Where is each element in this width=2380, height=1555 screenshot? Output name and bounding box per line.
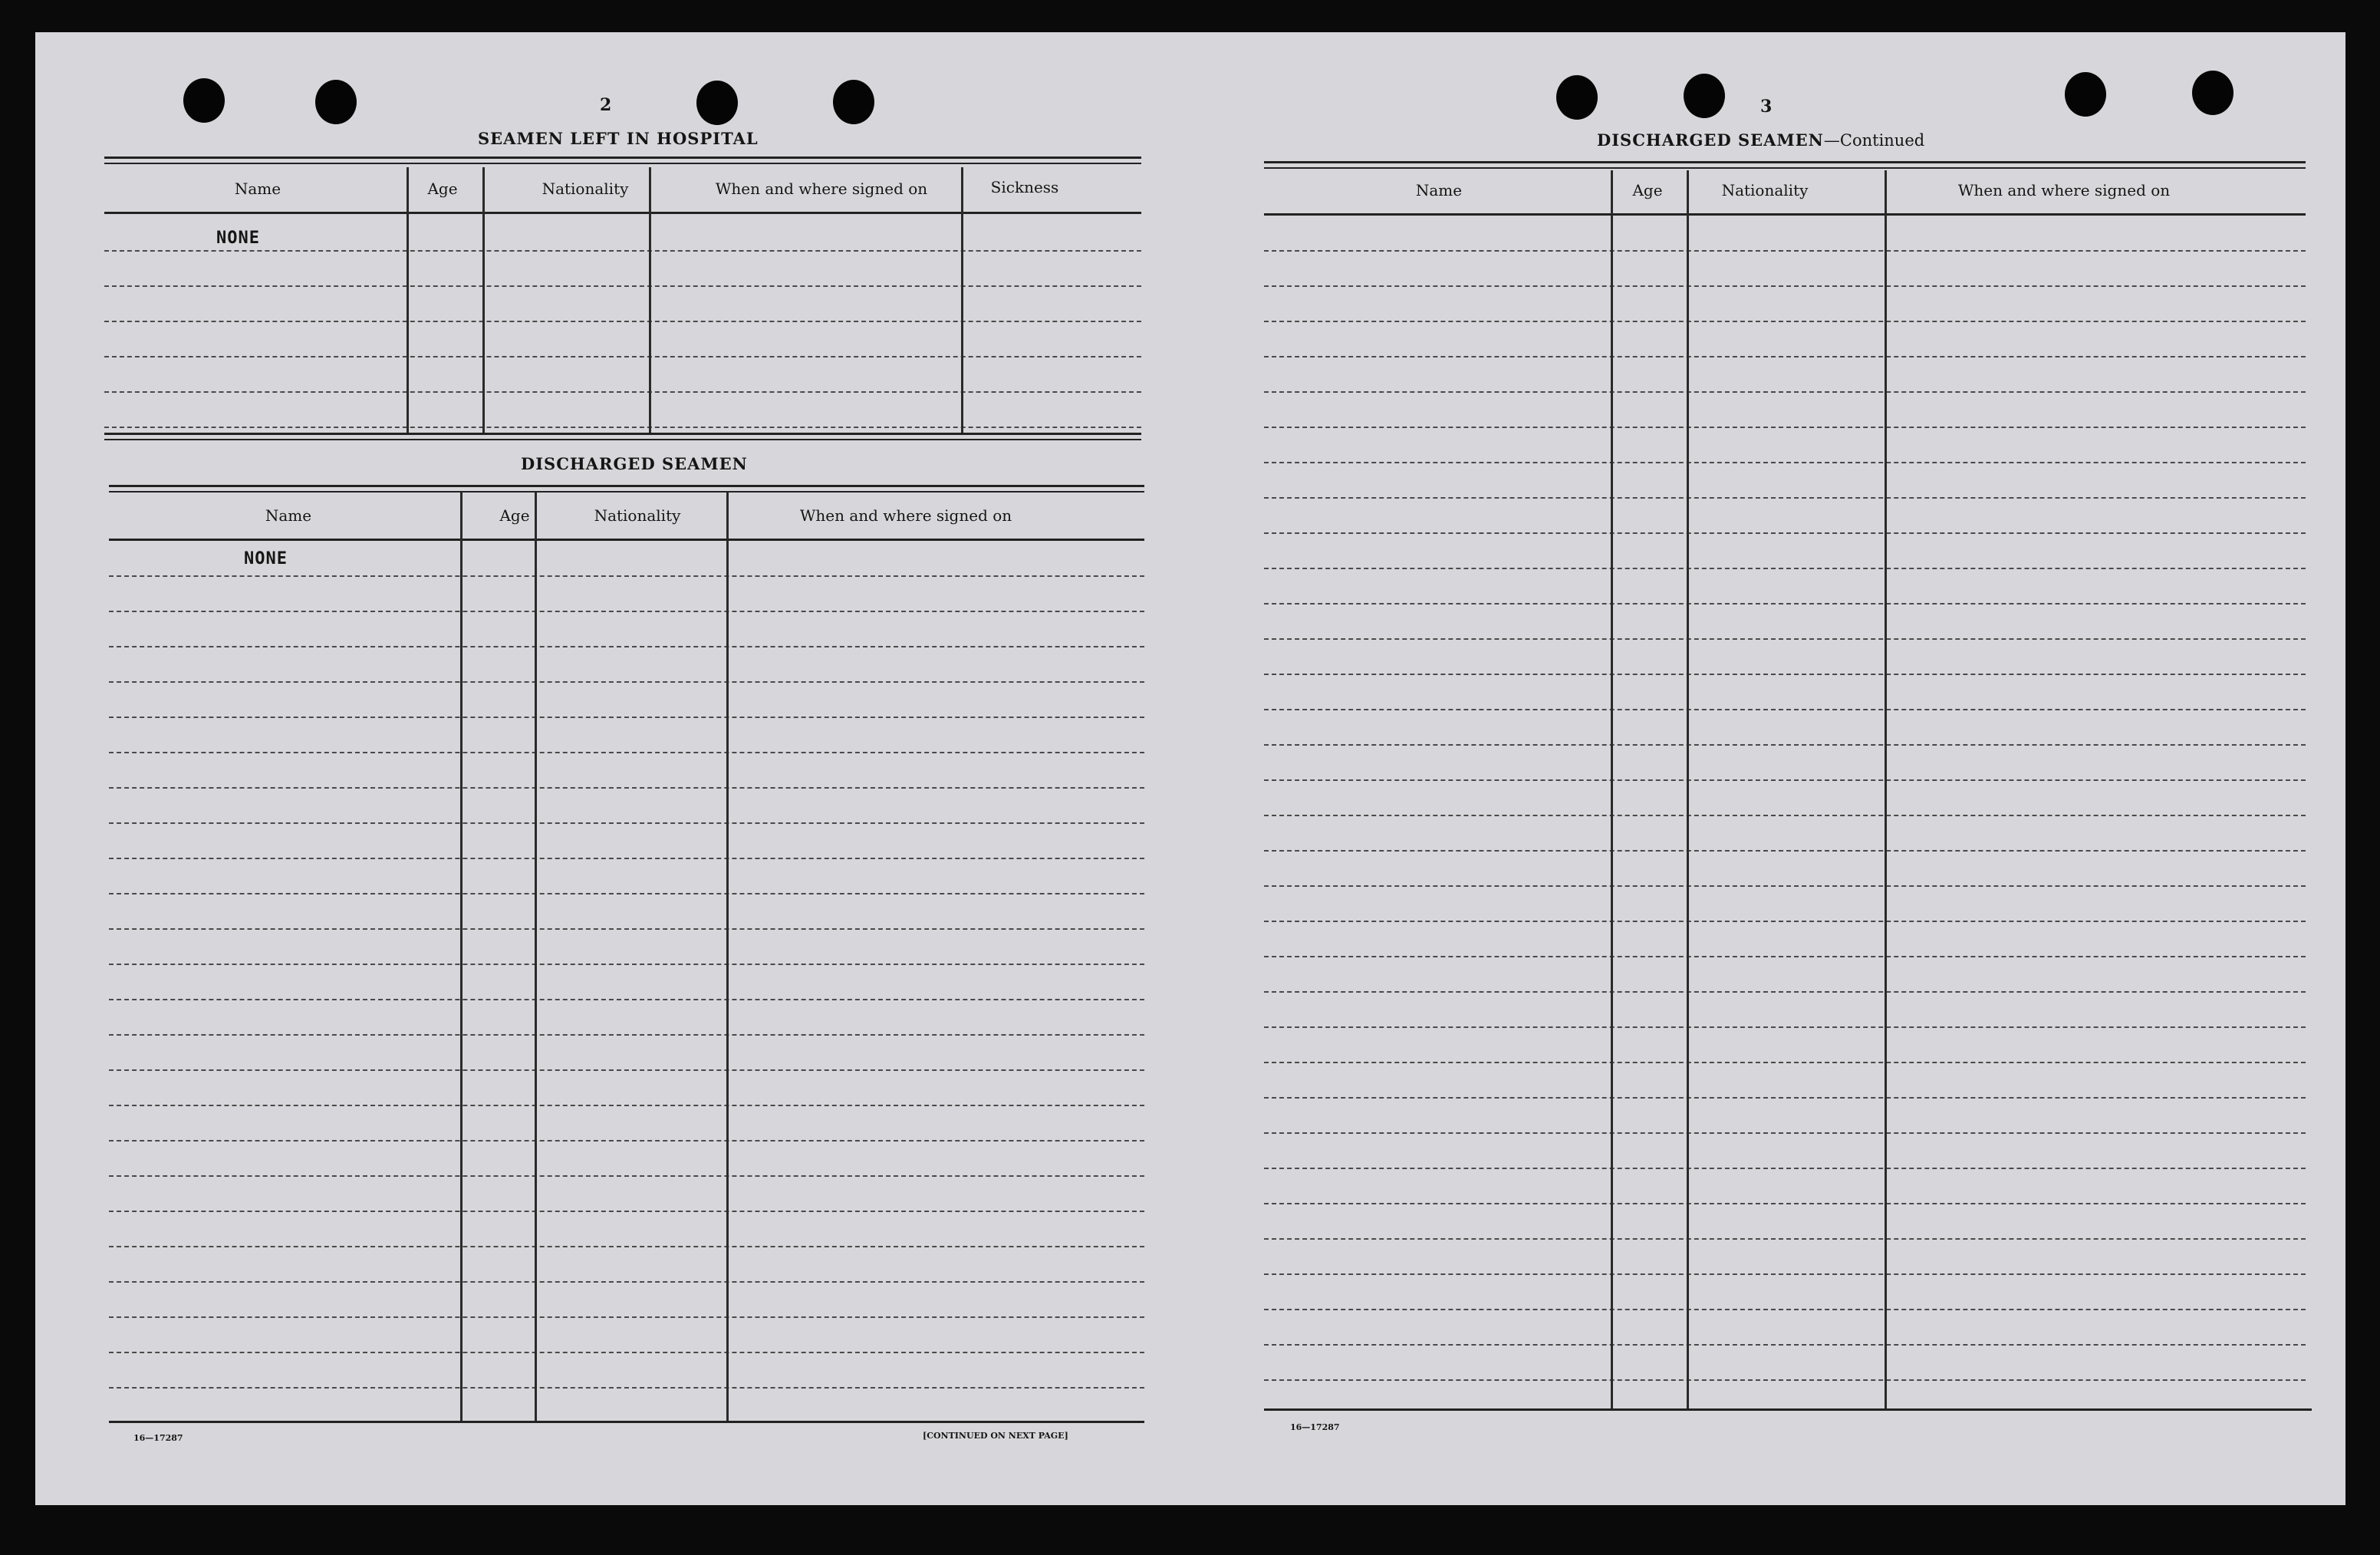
discharged-top-rule: [109, 491, 1144, 493]
column-header-age: Age: [499, 506, 530, 525]
ruled-line: [1264, 744, 2306, 746]
ruled-line: [1264, 709, 2306, 710]
ruled-line: [109, 575, 1144, 577]
ruled-line: [1264, 1168, 2306, 1169]
ruled-line: [109, 611, 1144, 612]
column-separator: [535, 493, 537, 1421]
column-separator: [649, 167, 651, 433]
column-separator: [460, 493, 463, 1421]
discharged-top-rule: [109, 485, 1144, 487]
column-separator: [1885, 170, 1887, 1408]
form-number: 16—17287: [133, 1433, 183, 1443]
form-number: 16—17287: [1290, 1422, 1340, 1432]
ruled-line: [1264, 321, 2306, 322]
ruled-line: [1264, 356, 2306, 357]
ruled-line: [109, 1352, 1144, 1353]
ruled-line: [109, 681, 1144, 683]
ruled-line: [109, 1140, 1144, 1142]
column-header-age: Age: [1632, 181, 1663, 199]
column-header-nationality: Nationality: [542, 180, 629, 198]
hospital-entry-name: NONE: [216, 229, 260, 248]
ruled-line: [1264, 779, 2306, 781]
column-separator: [407, 167, 409, 433]
ruled-line: [1264, 638, 2306, 640]
ruled-line: [1264, 1203, 2306, 1204]
punch-hole: [2065, 72, 2106, 117]
ruled-line: [1264, 991, 2306, 993]
hospital-section-title: SEAMEN LEFT IN HOSPITAL: [478, 129, 759, 148]
punch-hole: [2192, 71, 2234, 115]
ruled-line: [1264, 427, 2306, 428]
ruled-line: [104, 427, 1141, 428]
column-separator: [961, 167, 963, 433]
punch-hole: [696, 81, 738, 125]
ruled-line: [109, 646, 1144, 647]
ruled-line: [109, 928, 1144, 930]
column-separator: [482, 167, 485, 433]
ruled-line: [109, 964, 1144, 965]
ruled-line: [1264, 603, 2306, 605]
ruled-line: [1264, 532, 2306, 534]
column-header-signed-on: When and where signed on: [799, 506, 1012, 525]
ruled-line: [104, 321, 1141, 322]
ruled-line: [109, 1387, 1144, 1389]
column-header-age: Age: [427, 180, 458, 198]
ruled-line: [109, 822, 1144, 824]
column-separator: [1611, 170, 1613, 1408]
ruled-line: [109, 1281, 1144, 1283]
ruled-line: [104, 356, 1141, 357]
column-header-sickness: Sickness: [990, 178, 1059, 196]
ruled-line: [1264, 1062, 2306, 1063]
ruled-line: [109, 1069, 1144, 1071]
page-number: 3: [1760, 97, 1773, 117]
ruled-line: [1264, 850, 2306, 852]
punch-hole: [1556, 75, 1598, 120]
ruled-line: [1264, 885, 2306, 887]
continued-top-rule: [1264, 167, 2306, 169]
ruled-line: [1264, 391, 2306, 393]
column-header-name: Name: [234, 180, 281, 198]
column-separator: [726, 493, 729, 1421]
hospital-top-rule: [104, 156, 1141, 159]
header-divider: [104, 212, 1141, 214]
continued-section-title-text: DISCHARGED SEAMEN: [1597, 130, 1824, 150]
discharged-entry-name: NONE: [244, 549, 288, 568]
ruled-line: [109, 787, 1144, 789]
ruled-line: [104, 285, 1141, 287]
continued-note: [CONTINUED ON NEXT PAGE]: [923, 1431, 1068, 1441]
continued-top-rule: [1264, 161, 2306, 163]
ruled-line: [109, 717, 1144, 718]
column-header-signed-on: When and where signed on: [715, 180, 928, 198]
continued-suffix: —Continued: [1823, 131, 1925, 150]
punch-hole: [315, 80, 357, 124]
header-divider: [109, 539, 1144, 541]
ruled-line: [109, 999, 1144, 1000]
ruled-line: [109, 1316, 1144, 1318]
column-header-nationality: Nationality: [1721, 181, 1809, 199]
ruled-line: [1264, 497, 2306, 499]
continued-bottom-rule: [1264, 1408, 2312, 1411]
ruled-line: [104, 250, 1141, 252]
ruled-line: [109, 752, 1144, 753]
ruled-line: [1264, 921, 2306, 922]
ruled-line: [1264, 674, 2306, 675]
ruled-line: [1264, 568, 2306, 569]
ruled-line: [109, 858, 1144, 859]
hospital-top-rule: [104, 163, 1141, 164]
column-separator: [1687, 170, 1689, 1408]
ruled-line: [1264, 1026, 2306, 1028]
punch-hole: [833, 80, 874, 124]
ruled-line: [109, 1175, 1144, 1177]
ruled-line: [1264, 956, 2306, 957]
form-sheet: [35, 32, 2345, 1505]
ruled-line: [1264, 1379, 2306, 1381]
column-header-nationality: Nationality: [594, 506, 681, 525]
column-header-name: Name: [265, 506, 312, 525]
hospital-bottom-rule: [104, 439, 1141, 440]
page-number: 2: [600, 95, 612, 115]
ruled-line: [109, 1211, 1144, 1212]
ruled-line: [1264, 1097, 2306, 1099]
hospital-bottom-rule: [104, 433, 1141, 435]
ruled-line: [1264, 1344, 2306, 1346]
column-header-signed-on: When and where signed on: [1957, 181, 2171, 199]
ruled-line: [1264, 1309, 2306, 1310]
ruled-line: [1264, 815, 2306, 816]
column-header-name: Name: [1415, 181, 1463, 199]
ruled-line: [109, 1246, 1144, 1247]
ruled-line: [1264, 1238, 2306, 1240]
ruled-line: [109, 1105, 1144, 1106]
ruled-line: [1264, 462, 2306, 463]
ruled-line: [1264, 250, 2306, 252]
ruled-line: [109, 893, 1144, 894]
ruled-line: [1264, 1132, 2306, 1134]
continued-section-title: [1597, 130, 1924, 150]
discharged-bottom-rule: [109, 1421, 1144, 1423]
header-divider: [1264, 213, 2306, 216]
discharged-section-title: DISCHARGED SEAMEN: [521, 454, 748, 473]
punch-hole: [183, 78, 225, 123]
ruled-line: [1264, 1273, 2306, 1275]
ruled-line: [104, 391, 1141, 393]
ruled-line: [1264, 285, 2306, 287]
punch-hole: [1684, 74, 1725, 118]
ruled-line: [109, 1034, 1144, 1036]
